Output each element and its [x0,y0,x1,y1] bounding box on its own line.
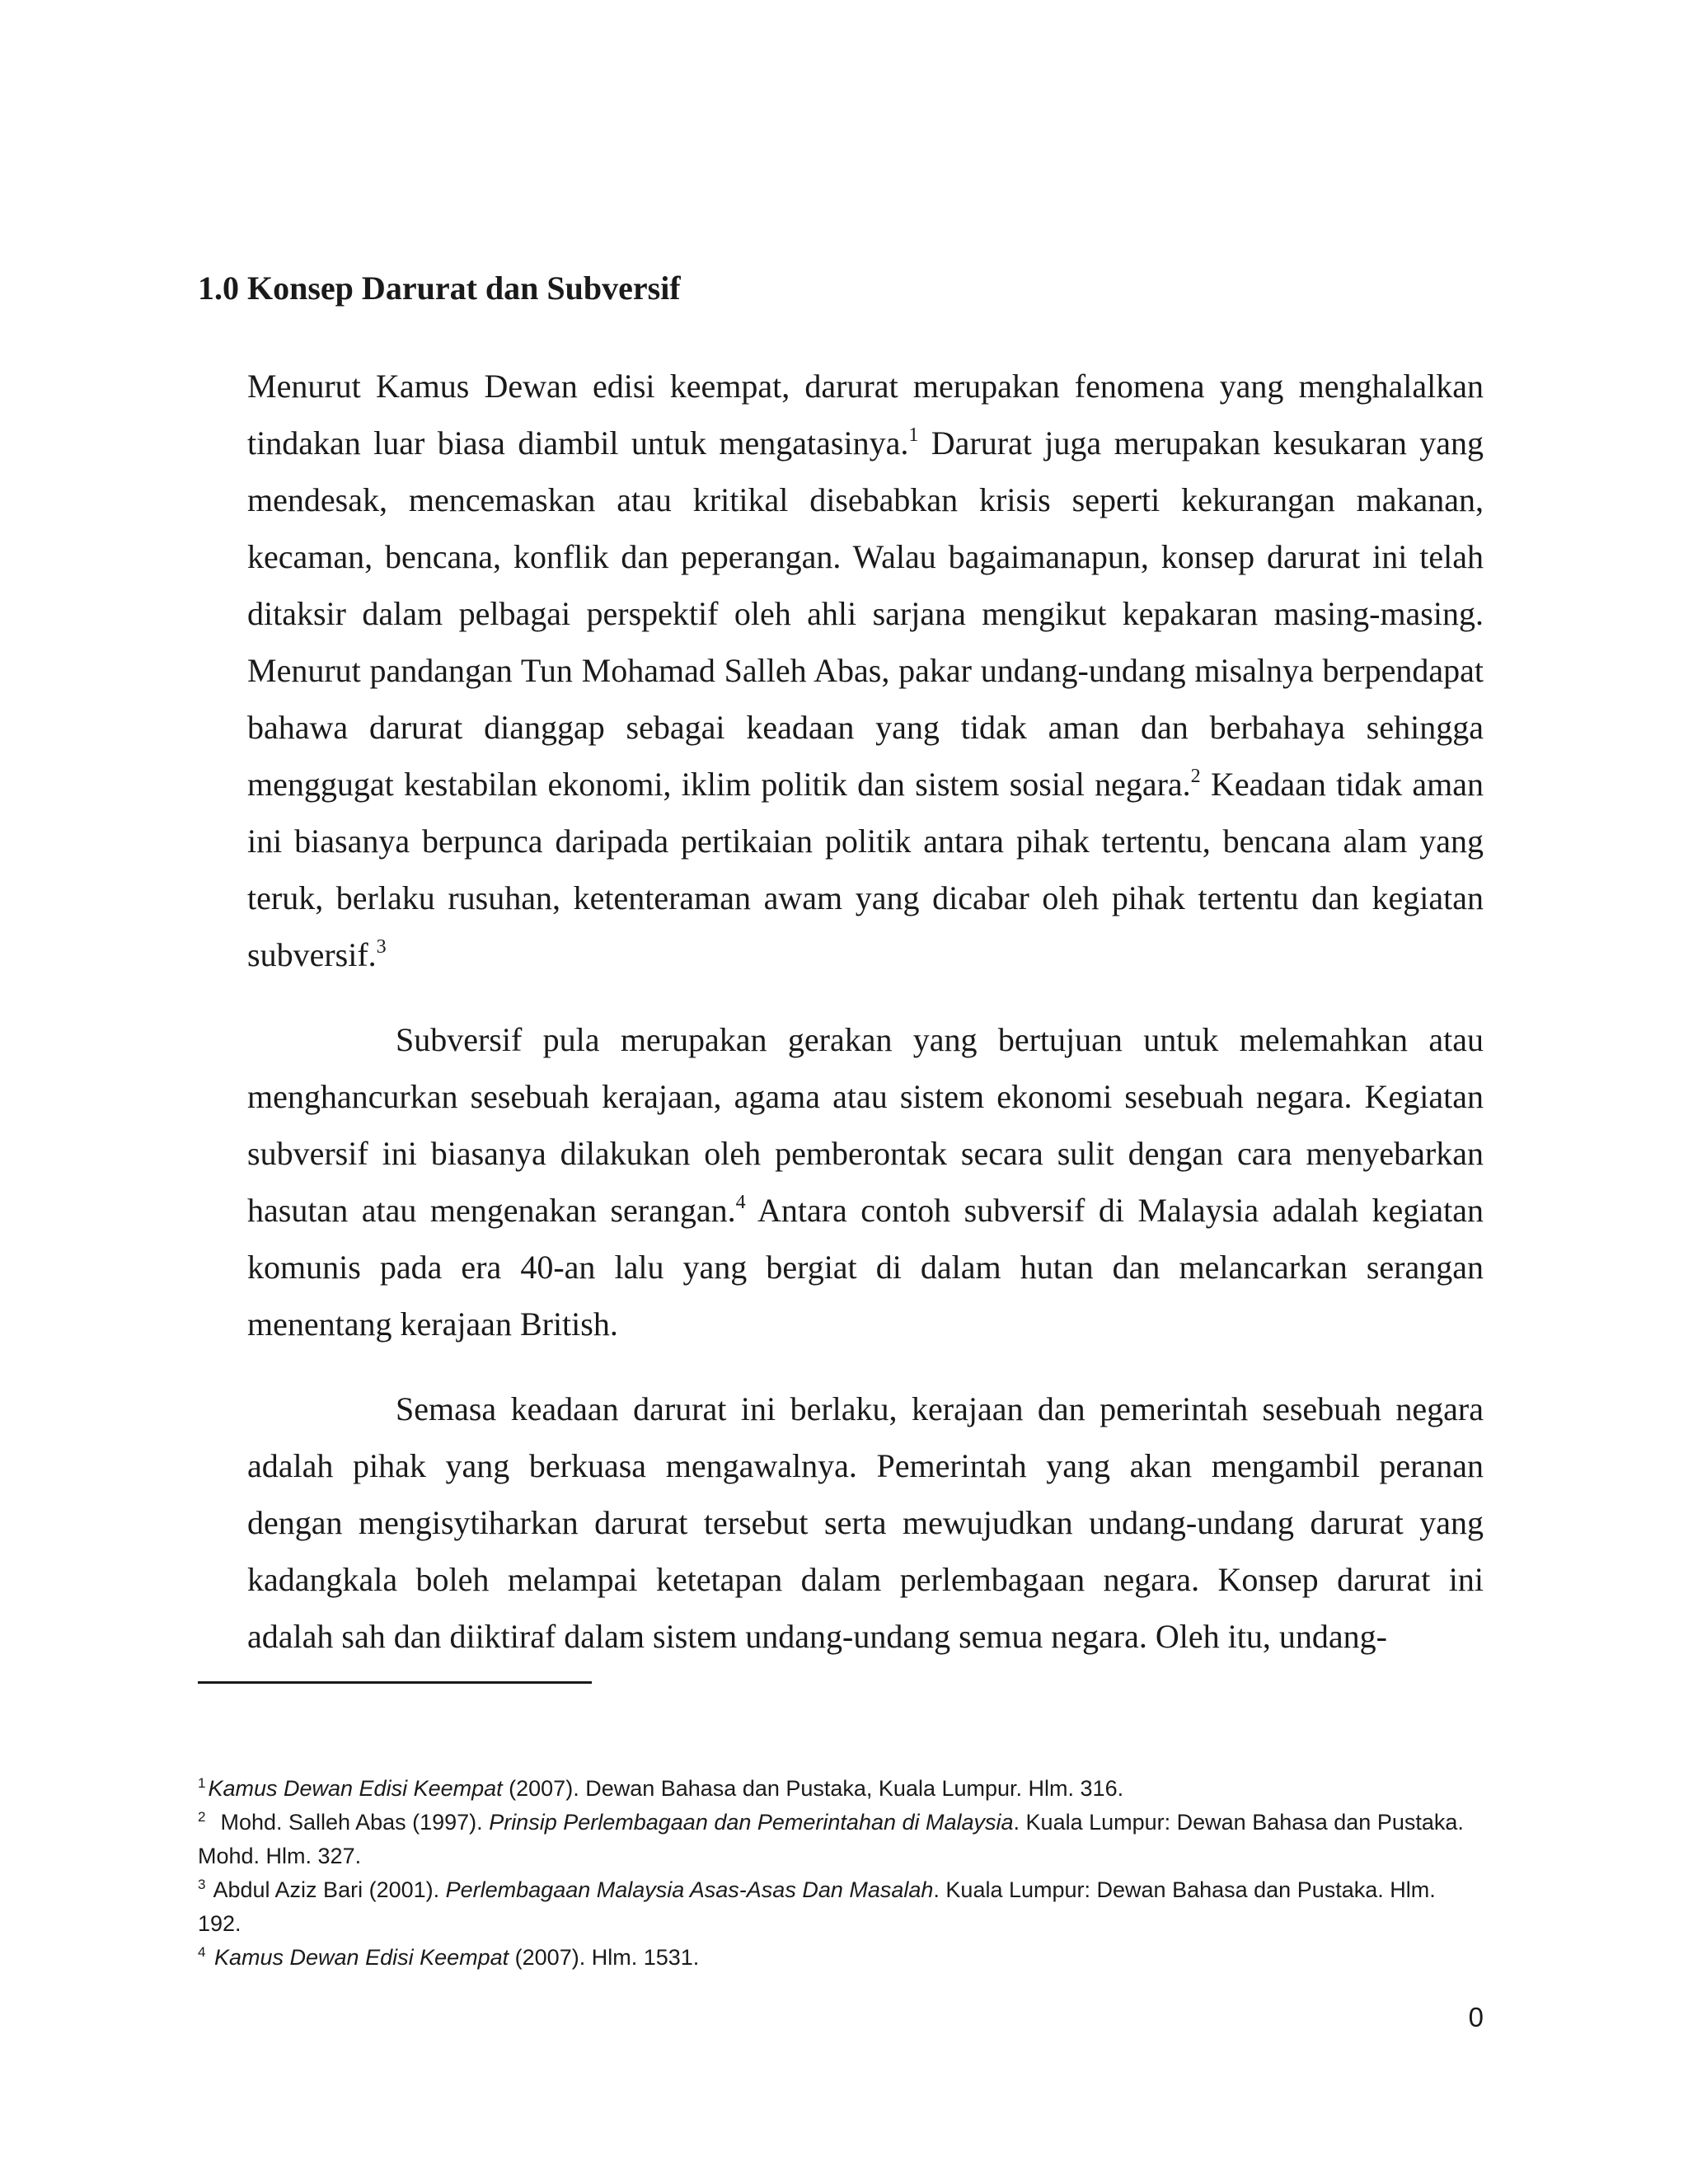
footnote-ref-1: 1 [908,424,919,446]
paragraph-text: Subversif pula merupakan gerakan yang bertujuan untuk melemahkan atau menghancurkan sesebuah kerajaan, agama atau sistem ekonomi sesebuah negara. Kegiatan subversif ini biasanya dilakukan oleh pemberontak secara sulit dengan cara menyebarkan hasutan atau mengenakan serangan. [247,1021,1484,1229]
footnote-2 [198,1806,1484,1873]
footnote-1 [198,1772,1484,1806]
paragraph-text: Darurat juga merupakan kesukaran yang mendesak, mencemaskan atau kritikal disebabkan krisis seperti kekurangan makanan, kecaman, bencana, konflik dan peperangan. Walau bagaimanapun, konsep darurat ini telah ditaksir dalam pelbagai perspektif oleh ahli sarjana mengikut kepakaran masing-masing. Menurut pandangan Tun Mohamad Salleh Abas, pakar undang-undang misalnya berpendapat bahawa darurat dianggap sebagai keadaan yang tidak aman dan berbahaya sehingga menggugat kestabilan ekonomi, iklim politik dan sistem sosial negara. [247,424,1484,803]
paragraph-subversif [247,1011,1484,1352]
footnote-text: Abdul Aziz Bari (2001). [208,1877,446,1902]
footnote-ref-2: 2 [1190,766,1201,787]
section-heading: 1.0 Konsep Darurat dan Subversif [198,269,681,307]
footnote-text: (2007). Dewan Bahasa dan Pustaka, Kuala Lumpur. Hlm. 316. [502,1776,1124,1801]
footnote-text [208,1945,214,1970]
footnote-text: Mohd. Salleh Abas (1997). [208,1810,490,1835]
paragraph-text: Antara contoh subversif di Malaysia adalah kegiatan komunis pada era 40-an lalu yang bergiat di dalam hutan dan melancarkan serangan menentang kerajaan British. [247,1192,1484,1343]
footnote-text: . Kuala Lumpur: Dewan Bahasa dan Pustaka. Mohd. Hlm. 327. [198,1810,1464,1868]
footnote-title: Kamus Dewan Edisi Keempat [208,1776,503,1801]
footnote-3 [198,1873,1484,1941]
footnote-number: 1 [198,1775,206,1791]
footnote-ref-3: 3 [376,936,387,958]
paragraph-text: Keadaan tidak aman ini biasanya berpunca daripada pertikaian politik antara pihak tertentu, bencana alam yang teruk, berlaku rusuhan, ketenteraman awam yang dicabar oleh pihak tertentu dan kegiatan subversif. [247,766,1484,973]
footnote-title: Perlembagaan Malaysia Asas-Asas Dan Masalah [445,1877,934,1902]
footnote-number: 2 [198,1809,206,1825]
footnotes [198,1772,1484,1975]
footnote-title: Kamus Dewan Edisi Keempat [213,1945,509,1970]
paragraph-kerajaan [247,1380,1484,1665]
footnote-text: . Kuala Lumpur: Dewan Bahasa dan Pustaka. Hlm. 192. [198,1877,1436,1936]
footnote-text: (2007). Hlm. 1531. [509,1945,700,1970]
paragraph-darurat-definition [247,358,1484,983]
paragraph-text: Menurut Kamus Dewan edisi keempat, darurat merupakan fenomena yang menghalalkan tindakan luar biasa diambil untuk mengatasinya. [247,368,1484,462]
footnote-separator [198,1681,592,1684]
page-number: 0 [1468,2002,1484,2032]
footnote-number: 3 [198,1877,206,1892]
footnote-number: 4 [198,1944,206,1960]
footnote-ref-4: 4 [735,1192,746,1213]
footnote-title: Prinsip Perlembagaan dan Pemerintahan di Malaysia [489,1810,1014,1835]
footnote-4 [198,1941,1484,1975]
paragraph-text: Semasa keadaan darurat ini berlaku, kerajaan dan pemerintah sesebuah negara adalah pihak yang berkuasa mengawalnya. Pemerintah yang akan mengambil peranan dengan mengisytiharkan darurat tersebut serta mewujudkan undang-undang darurat yang kadangkala boleh melampai ketetapan dalam perlembagaan negara. Konsep darurat ini adalah sah dan diiktiraf dalam sistem undang-undang semua negara. Oleh itu, undang- [247,1390,1484,1655]
